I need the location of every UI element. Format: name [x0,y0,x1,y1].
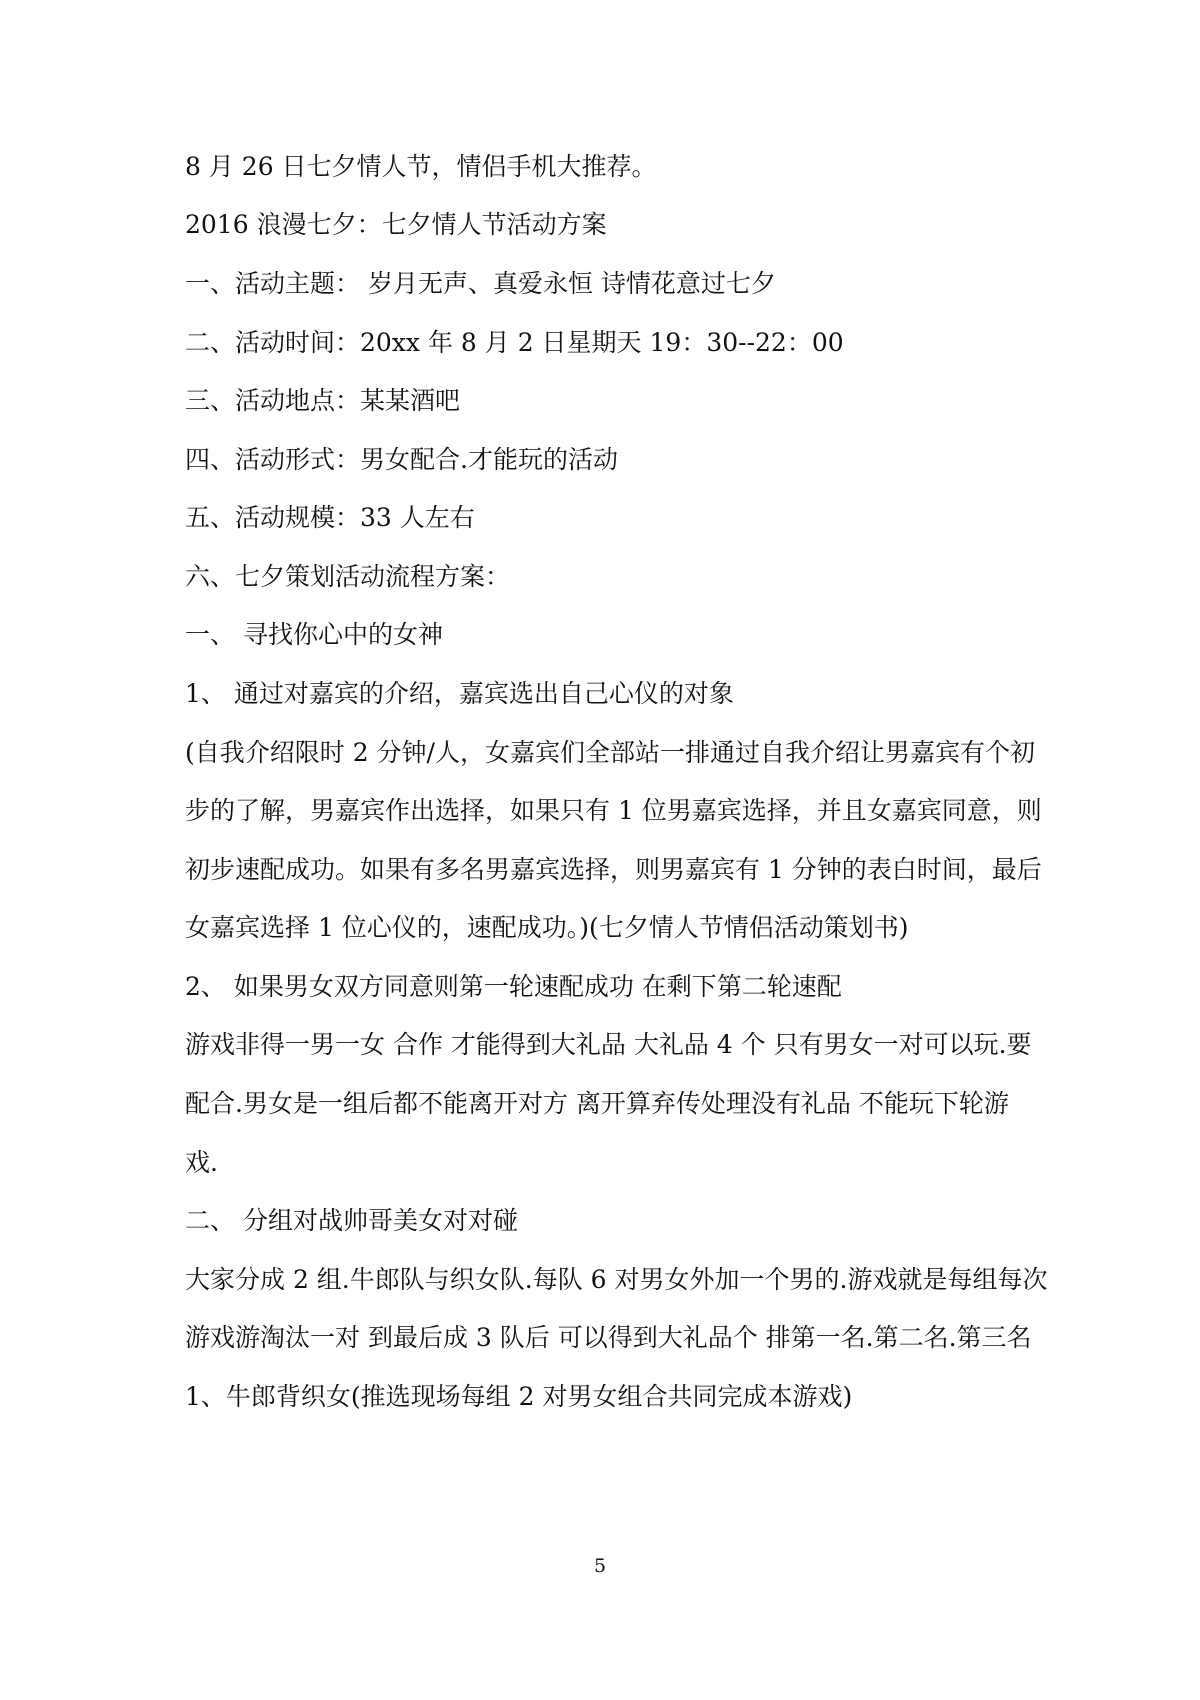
text-line: 1、 通过对嘉宾的介绍，嘉宾选出自己心仪的对象 [185,679,734,708]
text-line: 2、 如果男女双方同意则第一轮速配成功 在剩下第二轮速配 [185,972,842,1001]
page-number: 5 [593,1555,607,1577]
text-line: (自我介绍限时 2 分钟/人，女嘉宾们全部站一排通过自我介绍让男嘉宾有个初 [185,738,1035,767]
text-line: 大家分成 2 组.牛郎队与织女队.每队 6 对男女外加一个男的.游戏就是每组每次 [185,1265,1048,1294]
text-line: 游戏游淘汰一对 到最后成 3 队后 可以得到大礼品个 排第一名.第二名.第三名 [185,1323,1032,1352]
text-line: 女嘉宾选择 1 位心仪的，速配成功。)(七夕情人节情侣活动策划书) [185,913,909,942]
text-line: 二、活动时间：20xx 年 8 月 2 日星期天 19：30--22：00 [185,328,844,357]
text-line: 8 月 26 日七夕情人节，情侣手机大推荐。 [185,152,657,181]
text-line: 二、 分组对战帅哥美女对对碰 [185,1206,518,1235]
text-line: 六、七夕策划活动流程方案： [185,562,511,591]
text-line: 游戏非得一男一女 合作 才能得到大礼品 大礼品 4 个 只有男女一对可以玩.要 [185,1030,1032,1059]
text-line: 戏. [185,1148,218,1177]
text-line: 四、活动形式：男女配合.才能玩的活动 [185,445,618,474]
text-line: 三、活动地点：某某酒吧 [185,386,461,415]
text-line: 配合.男女是一组后都不能离开对方 离开算弃传处理没有礼品 不能玩下轮游 [185,1089,1009,1118]
text-line: 1、牛郎背织女(推选现场每组 2 对男女组合共同完成本游戏) [185,1382,853,1411]
text-line: 五、活动规模：33 人左右 [185,503,475,532]
text-line: 初步速配成功。如果有多名男嘉宾选择，则男嘉宾有 1 分钟的表白时间，最后 [185,855,1042,884]
text-line: 一、活动主题： 岁月无声、真爱永恒 诗情花意过七夕 [185,269,776,298]
text-line: 一、 寻找你心中的女神 [185,620,443,649]
text-line: 步的了解，男嘉宾作出选择，如果只有 1 位男嘉宾选择，并且女嘉宾同意，则 [185,796,1042,825]
text-line: 2016 浪漫七夕：七夕情人节活动方案 [185,210,607,239]
